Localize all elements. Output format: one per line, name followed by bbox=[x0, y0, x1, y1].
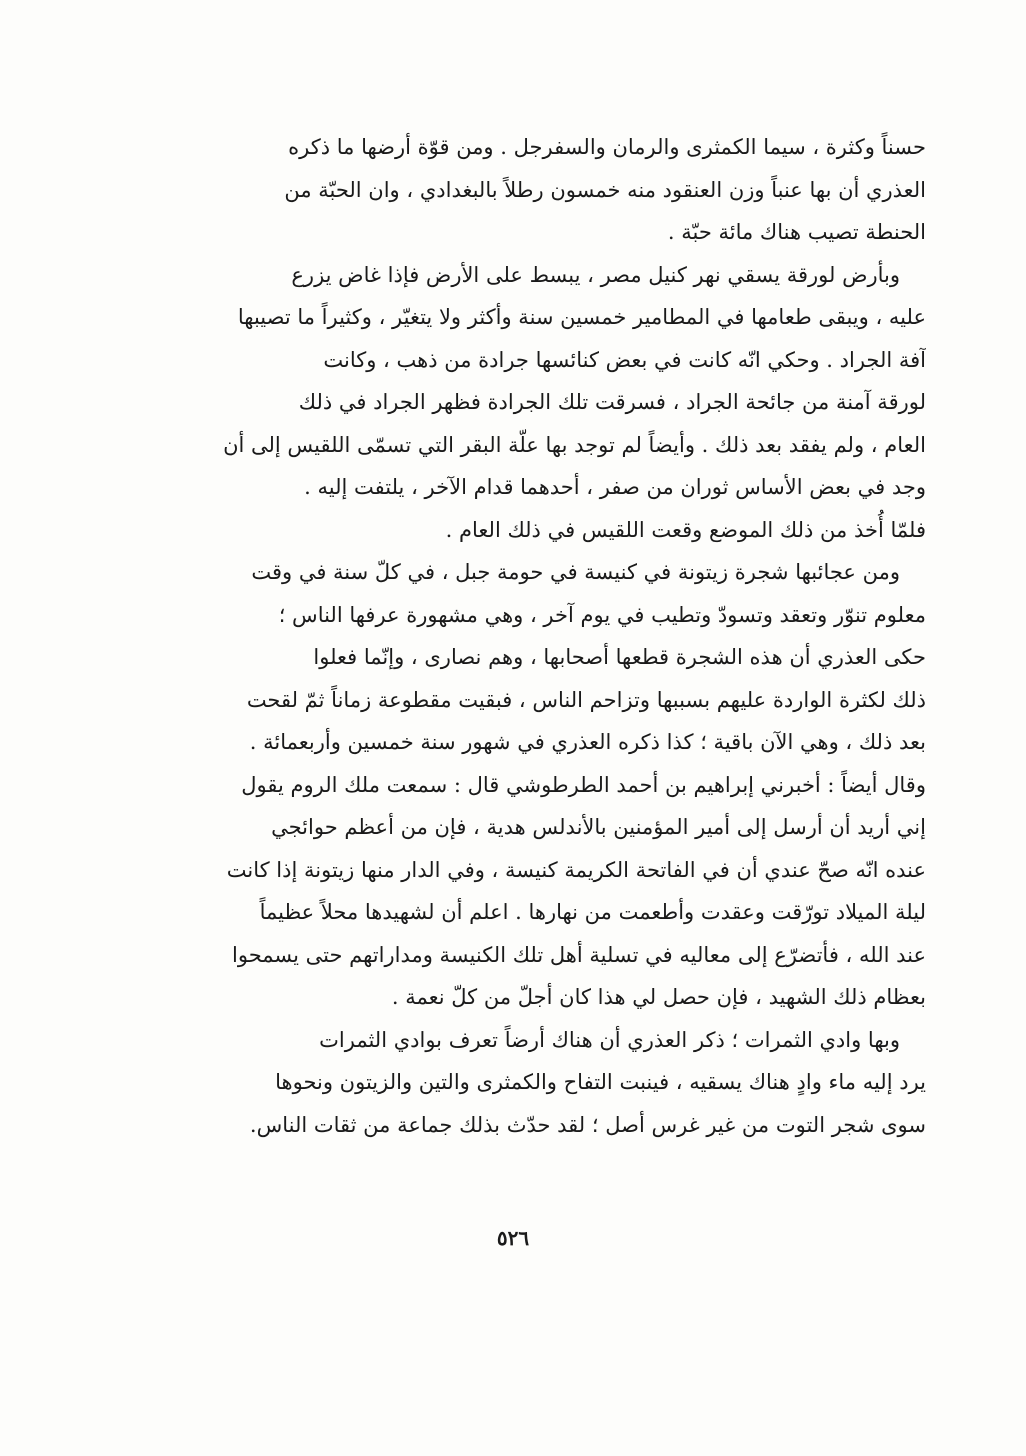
text-line: وجد في بعض الأساس ثوران من صفر ، أحدهما قدام الآخر ، يلتفت إليه . bbox=[304, 475, 926, 499]
text-line: آفة الجراد . وحكي انّه كانت في بعض كنائسها جرادة من ذهب ، وكانت bbox=[323, 347, 926, 372]
paragraph-first-line: ومن عجائبها شجرة زيتونة في كنيسة في حومة جبل ، في كلّ سنة في وقت bbox=[251, 560, 900, 584]
text-line: العام ، ولم يفقد بعد ذلك . وأيضاً لم توجد بها علّة البقر التي تسمّى اللقيس إلى أن bbox=[223, 432, 926, 457]
text-line: فلمّا أُخذ من ذلك الموضع وقعت اللقيس في ذلك العام . bbox=[445, 517, 926, 542]
paragraph-first-line: وبها وادي الثمرات ؛ ذكر العذري أن هناك أرضاً تعرف بوادي الثمرات bbox=[319, 1027, 900, 1052]
text-line: حسناً وكثرة ، سيما الكمثرى والرمان والسفرجل . ومن قوّة أرضها ما ذكره bbox=[288, 135, 926, 159]
text-line: وقال أيضاً : أخبرني إبراهيم بن أحمد الطرطوشي قال : سمعت ملك الروم يقول bbox=[241, 772, 926, 797]
text-line: إني أريد أن أرسل إلى أمير المؤمنين بالأندلس هدية ، فإن من أعظم حوائجي bbox=[271, 815, 926, 839]
text-line: معلوم تنوّر وتعقد وتسودّ وتطيب في يوم آخر ، وهي مشهورة عرفها الناس ؛ bbox=[278, 602, 926, 627]
page-number: ٥٢٦ bbox=[496, 1226, 530, 1250]
text-line: حكى العذري أن هذه الشجرة قطعها أصحابها ، وهم نصارى ، وإنّما فعلوا bbox=[313, 645, 926, 669]
text-line: ليلة الميلاد تورّقت وعقدت وأطعمت من نهارها . اعلم أن لشهيدها محلاً عظيماً bbox=[259, 900, 926, 924]
text-line: يرد إليه ماء وادٍ هناك يسقيه ، فينبت التفاح والكمثرى والتين والزيتون ونحوها bbox=[275, 1070, 926, 1094]
text-line: سوى شجر التوت من غير غرس أصل ؛ لقد حدّث بذلك جماعة من ثقات الناس. bbox=[249, 1112, 926, 1137]
text-line: عند الله ، فأتضرّع إلى معاليه في تسلية أهل تلك الكنيسة ومداراتهم حتى يسمحوا bbox=[232, 942, 926, 967]
text-line: عنده انّه صحّ عندي أن في الفاتحة الكريمة كنيسة ، وفي الدار منها زيتونة إذا كانت bbox=[226, 857, 926, 882]
paragraph-first-line: وبأرض لورقة يسقي نهر كنيل مصر ، يبسط على الأرض فإذا غاض يزرع bbox=[291, 262, 900, 287]
text-line: العذري أن بها عنباً وزن العنقود منه خمسون رطلاً بالبغدادي ، وان الحبّة من bbox=[284, 177, 926, 202]
text-line: بعد ذلك ، وهي الآن باقية ؛ كذا ذكره العذري في شهور سنة خمسين وأربعمائة . bbox=[249, 730, 926, 754]
body-text bbox=[200, 126, 926, 1146]
text-line: عليه ، ويبقى طعامها في المطامير خمسين سنة وأكثر ولا يتغيّر ، وكثيراً ما تصيبها bbox=[237, 305, 926, 329]
text-line: ذلك لكثرة الواردة عليهم بسببها وتزاحم الناس ، فبقيت مقطوعة زماناً ثمّ لقحت bbox=[246, 687, 926, 712]
text-line: الحنطة تصيب هناك مائة حبّة . bbox=[667, 220, 926, 244]
text-line: لورقة آمنة من جائحة الجراد ، فسرقت تلك الجرادة فظهر الجراد في ذلك bbox=[298, 390, 926, 414]
text-line: بعظام ذلك الشهيد ، فإن حصل لي هذا كان أجلّ من كلّ نعمة . bbox=[391, 985, 926, 1009]
